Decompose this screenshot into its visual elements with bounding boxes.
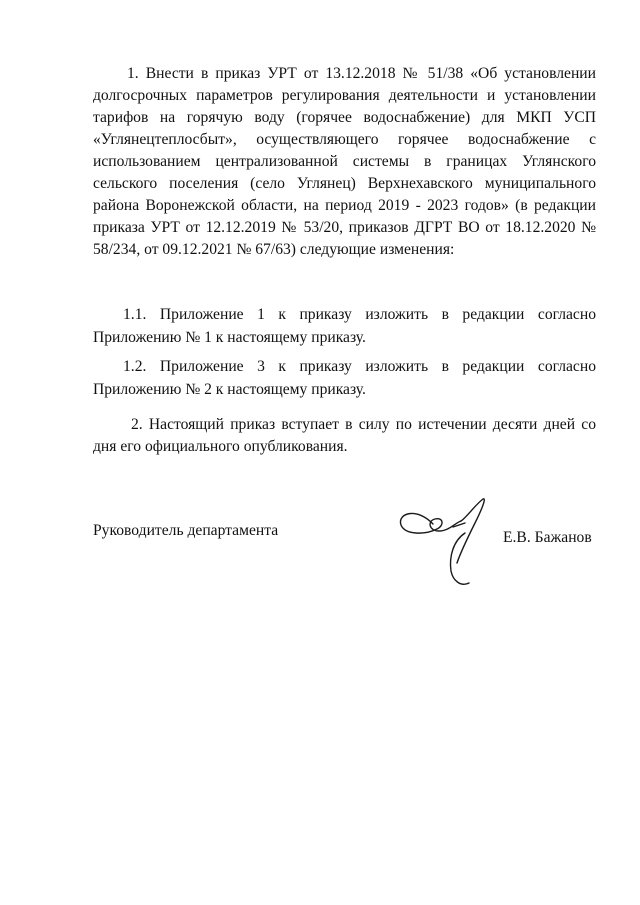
paragraph-1: 1. Внести в приказ УРТ от 13.12.2018 № 51/38 «Об установлении долгосрочных параметров регулирования деятельности и установлении тарифов на горячую воду (горячее водоснабжение) для МКП УСП «Углянецтеплосбыт», осуществляющего горячее водоснабжение с использованием централизованной системы в границах Углянского сельского поселения (село Углянец) Верхнехавского муниципального района Воронежской области, на период 2019 - 2023 годов» (в редакции приказа УРТ от 12.12.2019 № 53/20, приказов ДГРТ ВО от 18.12.2020 № 58/234, от 09.12.2021 № 67/63) следующие изменения: — [93, 65, 596, 258]
handwritten-signature — [395, 497, 495, 592]
paragraph-1-1: 1.1. Приложение 1 к приказу изложить в редакции согласно Приложению № 1 к настоящему приказу. — [93, 306, 596, 346]
signatory-name: Е.В. Бажанов — [503, 529, 592, 546]
paragraph-2: 2. Настоящий приказ вступает в силу по истечении десяти дней со дня его официального опубликования. — [93, 416, 596, 455]
paragraph-1-2: 1.2. Приложение 3 к приказу изложить в редакции согласно Приложению № 2 к настоящему приказу. — [93, 358, 596, 398]
signatory-position: Руководитель департамента — [93, 522, 279, 539]
